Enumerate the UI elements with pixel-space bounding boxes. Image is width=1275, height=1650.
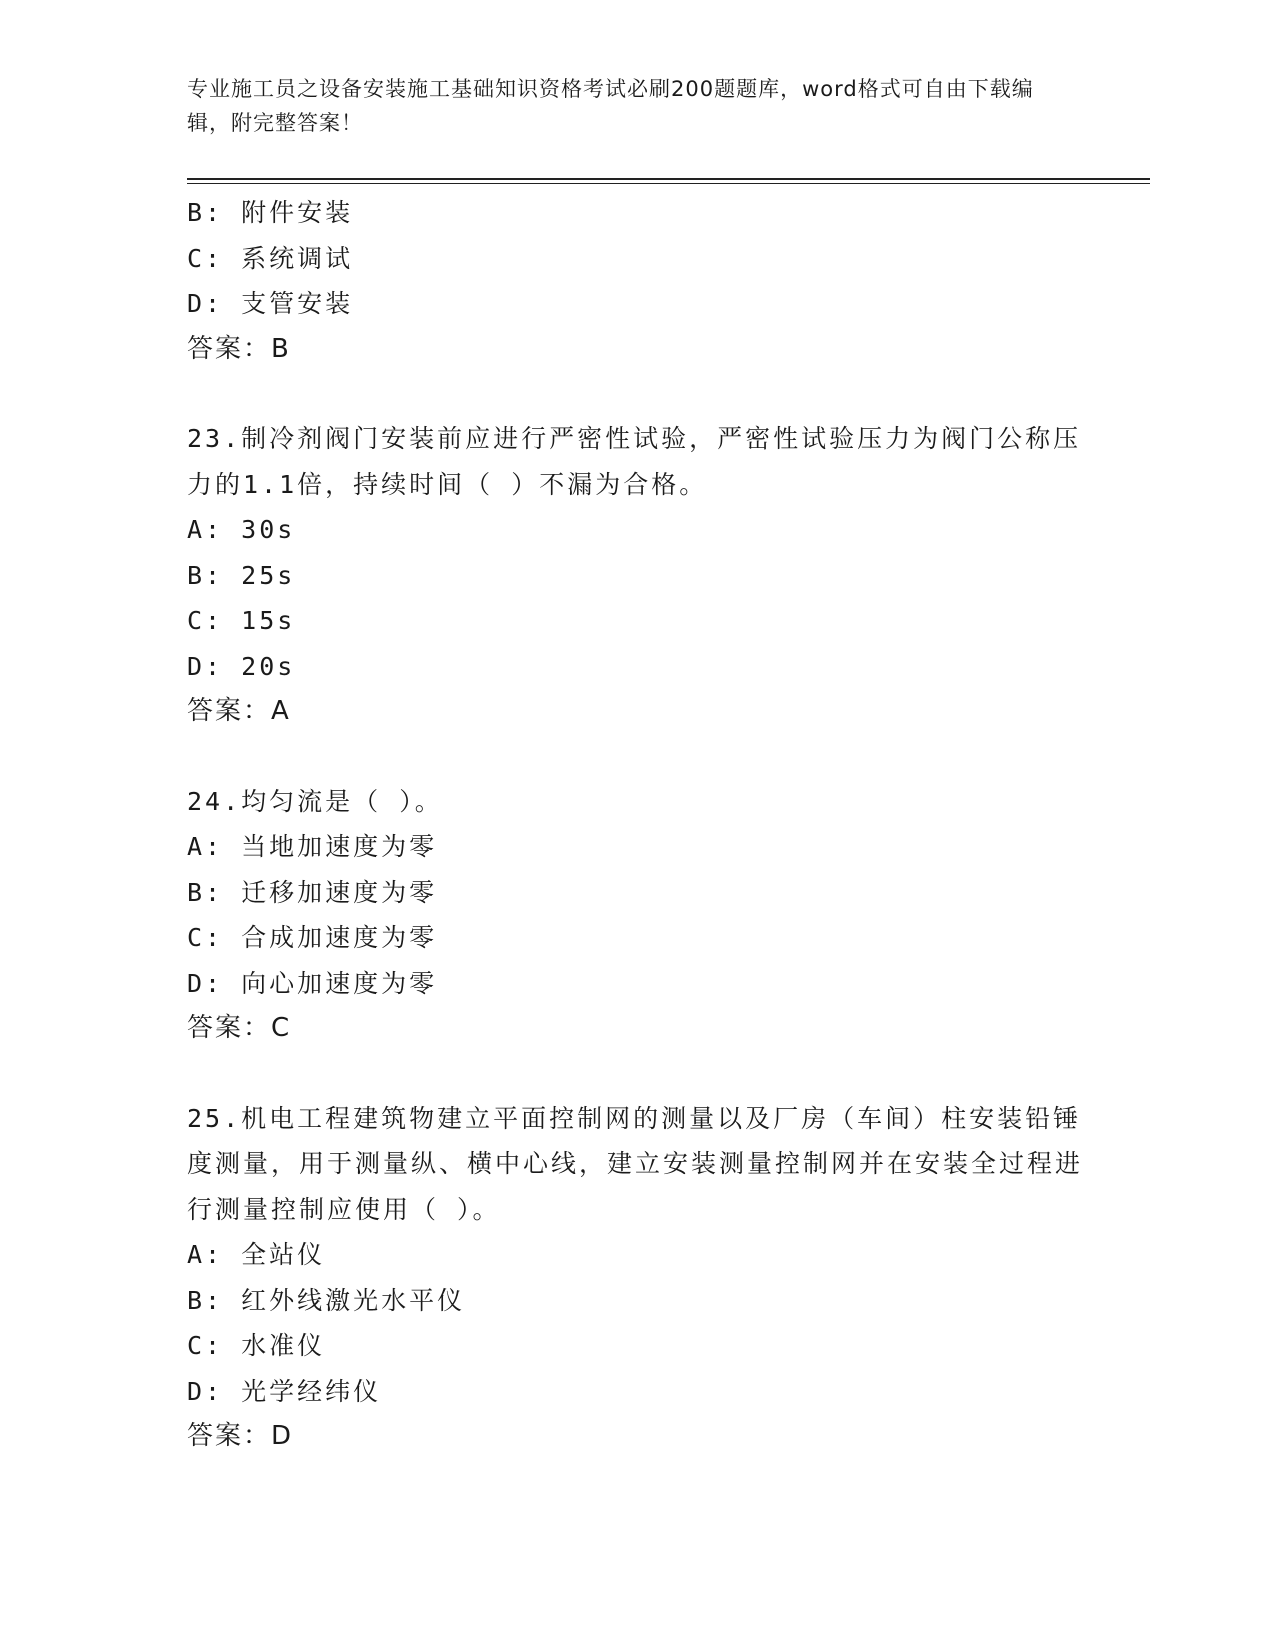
spacer [187,1052,1147,1096]
answer-line: 答案：B [187,333,291,364]
document-header-title: 专业施工员之设备安装施工基础知识资格考试必刷200题题库，word格式可自由下载编辑，附完整答案！ [187,77,1034,135]
header-divider [187,178,1150,184]
spacer [187,735,1147,779]
document-page [187,72,1147,1460]
option-a: A: 30s [187,515,296,544]
option-c: C: 合成加速度为零 [187,923,438,952]
option-b: B: 附件安装 [187,198,354,227]
answer-line: 答案：D [187,1421,294,1451]
option-c: C: 水准仪 [187,1331,326,1360]
option-d: D: 光学经纬仪 [187,1376,382,1406]
question-25 [187,1096,1147,1460]
option-b: B: 红外线激光水平仪 [187,1285,466,1315]
option-a: A: 全站仪 [187,1240,326,1269]
question-stem: 25.机电工程建筑物建立平面控制网的测量以及厂房（车间）柱安装铅锤度测量，用于测量纵、横中心线，建立安装测量控制网并在安装全过程进行测量控制应使用（ ）。 [187,1103,1084,1224]
option-c: C: 系统调试 [187,243,354,273]
question-22-tail [187,190,1147,372]
answer-line: 答案：A [187,696,291,726]
question-stem: 23.制冷剂阀门安装前应进行严密性试验，严密性试验压力为阀门公称压力的1.1倍，持续时间（ ）不漏为合格。 [187,424,1082,499]
option-d: D: 向心加速度为零 [187,968,438,998]
answer-line: 答案：C [187,1013,292,1043]
question-stem: 24.均匀流是（ ）。 [187,786,443,816]
option-a: A: 当地加速度为零 [187,832,438,861]
option-b: B: 迁移加速度为零 [187,877,438,907]
question-24 [187,779,1147,1052]
question-23 [187,416,1147,735]
option-b: B: 25s [187,560,296,590]
spacer [187,372,1147,416]
option-c: C: 15s [187,606,296,635]
option-d: D: 支管安装 [187,289,354,318]
option-d: D: 20s [187,651,296,681]
